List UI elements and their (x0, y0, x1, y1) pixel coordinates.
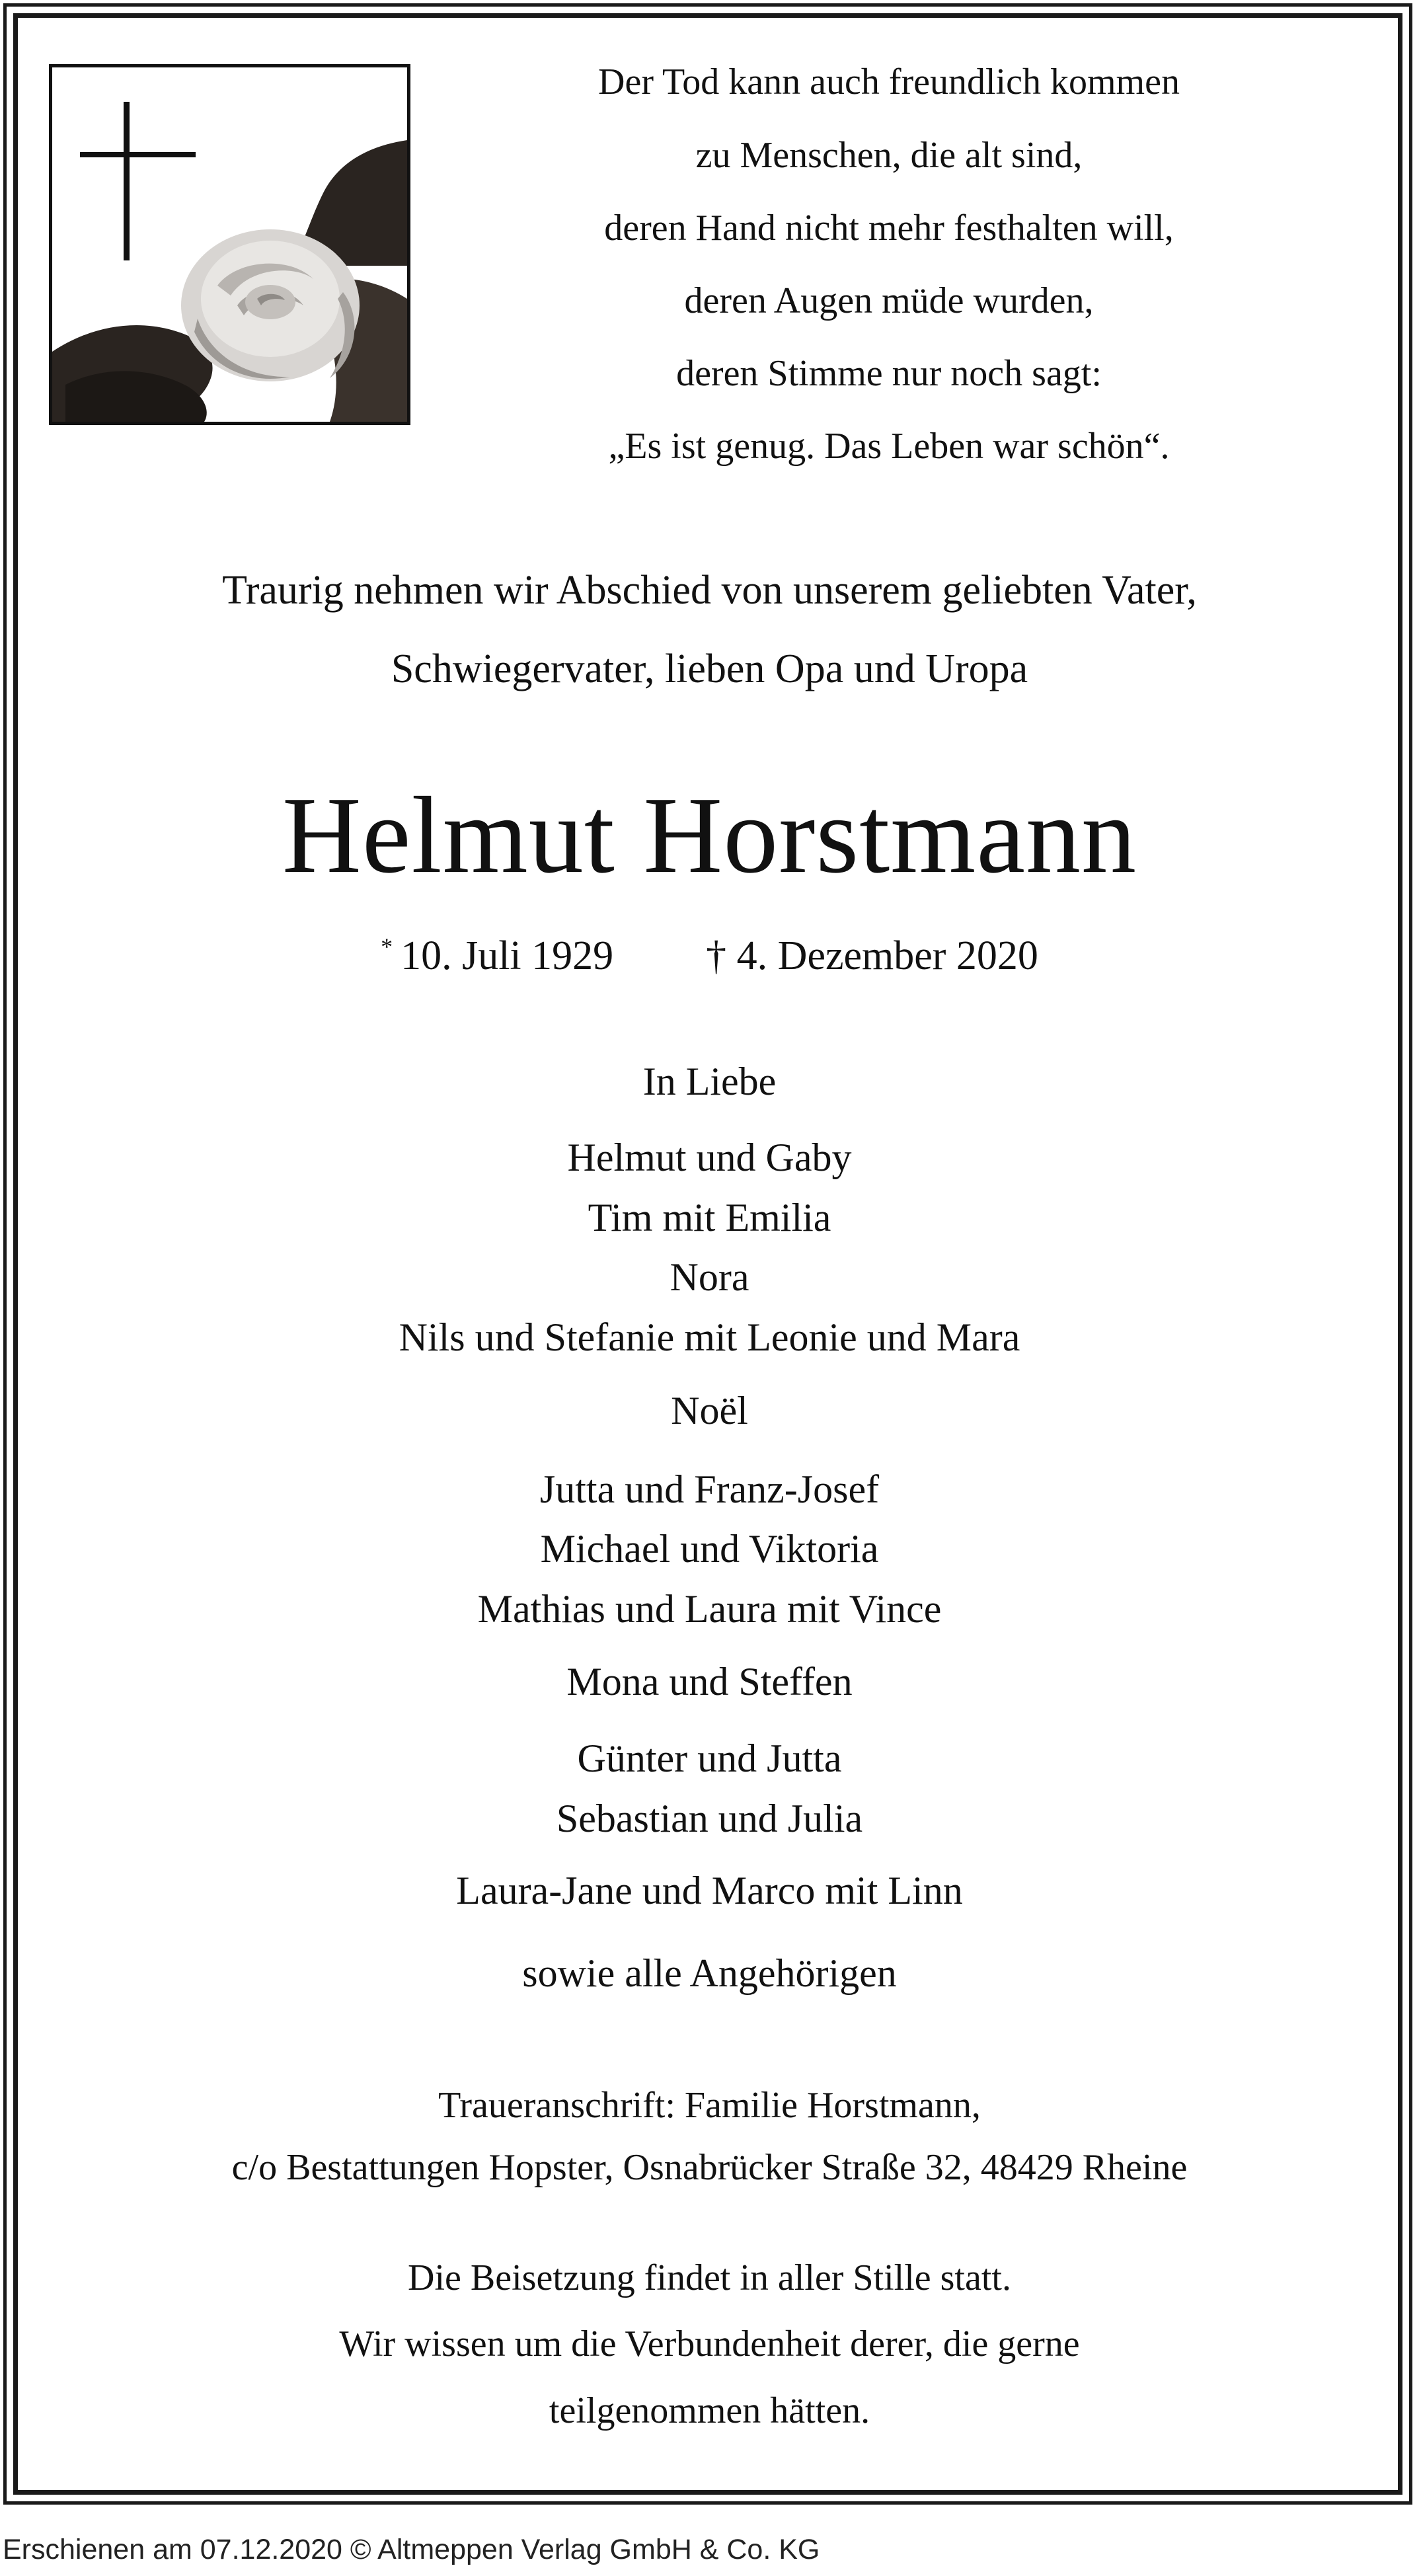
address-line: Traueranschrift: Familie Horstmann, (438, 2085, 981, 2126)
mourner-line: Nora (670, 1255, 749, 1299)
mourner-line: Jutta und Franz-Josef (539, 1467, 880, 1511)
intro-line: Schwiegervater, lieben Opa und Uropa (391, 646, 1028, 691)
birth-symbol: * (381, 933, 393, 960)
poem-line: zu Menschen, die alt sind, (695, 135, 1083, 176)
deceased-name: Helmut Horstmann (282, 774, 1137, 896)
cross-rose-icon (49, 64, 410, 425)
poem-line: deren Augen müde wurden, (684, 280, 1094, 321)
mourner-line: sowie alle Angehörigen (522, 1951, 897, 1995)
poem-line: deren Stimme nur noch sagt: (676, 353, 1102, 394)
mourner-line: Noël (671, 1389, 748, 1432)
poem-line: „Es ist genug. Das Leben war schön“. (608, 426, 1170, 467)
birth-date: 10. Juli 1929 (401, 933, 614, 978)
mourner-line: Laura-Jane und Marco mit Linn (456, 1869, 963, 1912)
intro-line: Traurig nehmen wir Abschied von unserem geliebten Vater, (222, 568, 1197, 613)
mourner-line: Nils und Stefanie mit Leonie und Mara (399, 1315, 1020, 1359)
death-date: 4. Dezember 2020 (736, 933, 1038, 978)
address-line: c/o Bestattungen Hopster, Osnabrücker Straße 32, 48429 Rheine (231, 2147, 1188, 2188)
mourner-line: Tim mit Emilia (588, 1196, 831, 1239)
closing-line: Wir wissen um die Verbundenheit derer, die gerne (339, 2323, 1080, 2364)
poem-line: Der Tod kann auch freundlich kommen (598, 61, 1180, 102)
death-symbol: † (706, 933, 727, 978)
mourner-line: Mona und Steffen (566, 1660, 853, 1703)
mourner-line: Michael und Viktoria (540, 1527, 879, 1571)
mourner-line: Sebastian und Julia (556, 1797, 863, 1840)
life-dates (0, 935, 1419, 976)
mourner-line: Helmut und Gaby (567, 1136, 852, 1179)
poem-line: deren Hand nicht mehr festhalten will, (604, 208, 1174, 249)
closing-line: Die Beisetzung findet in aller Stille statt. (408, 2257, 1011, 2298)
publication-footer: Erschienen am 07.12.2020 © Altmeppen Verlag GmbH & Co. KG (3, 2534, 820, 2565)
mourner-line: Günter und Jutta (577, 1737, 842, 1780)
closing-line: teilgenommen hätten. (549, 2390, 870, 2431)
mourner-line: Mathias und Laura mit Vince (477, 1587, 942, 1631)
in-liebe-heading: In Liebe (642, 1060, 777, 1103)
